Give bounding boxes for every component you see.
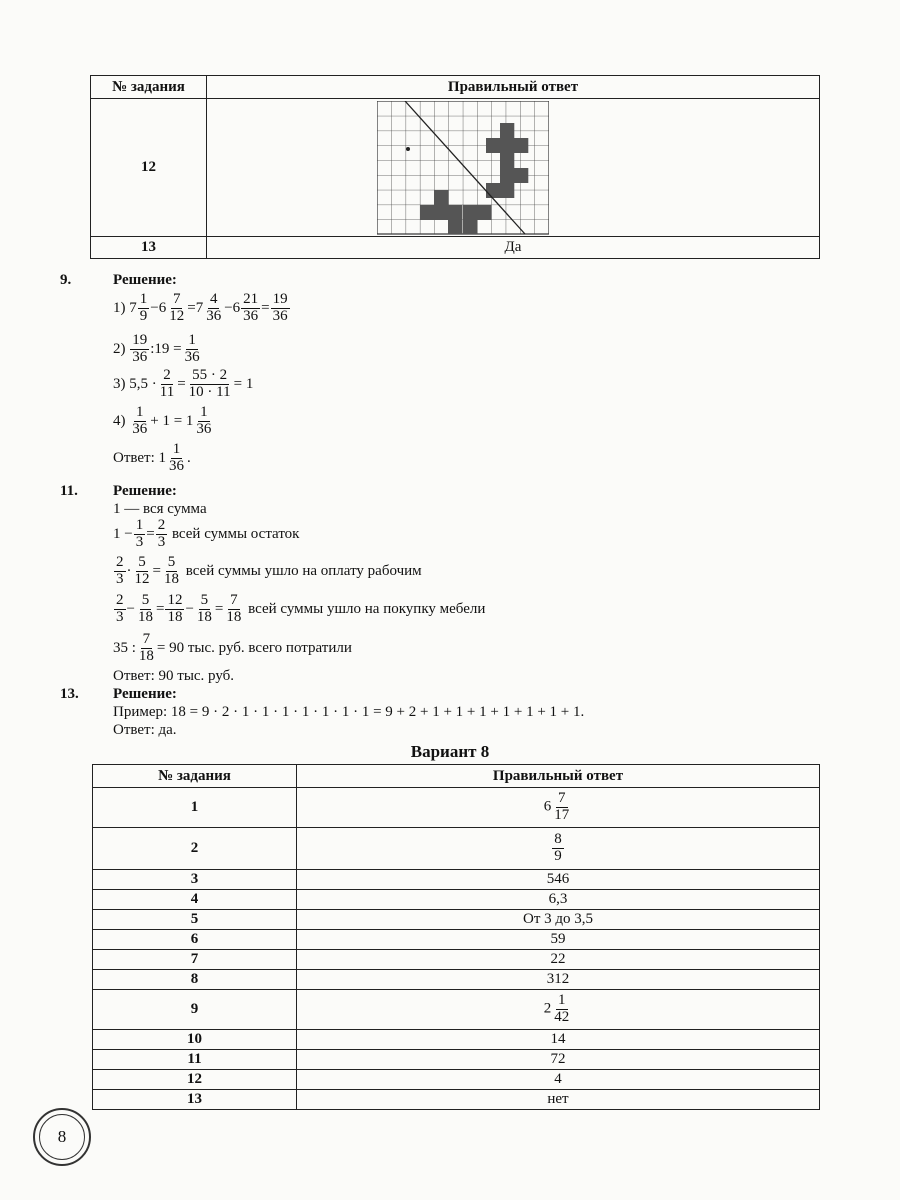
task-number: 7: [93, 950, 297, 970]
task-number: 2: [93, 828, 297, 870]
task-number: 12: [93, 1070, 297, 1090]
task-number: 10: [93, 1030, 297, 1050]
answer-value: 72: [297, 1050, 820, 1070]
top-answer-table: [90, 75, 820, 259]
answer-value: 14: [297, 1030, 820, 1050]
grid-figure: [377, 101, 549, 235]
solution-9-step-1: 1) 7 $\frac{1}{9}$ − 6 $\frac{7}{12}$ = 7 $\frac{4}{36}$ − 6 $\frac{21}{36}$ = $\frac{19}{36}$: [113, 291, 288, 324]
task-number: 8: [93, 970, 297, 990]
header-task-number: № задания: [91, 76, 207, 99]
answer-value: От 3 до 3,5: [297, 910, 820, 930]
solution-11-line-4: $\frac{2}{3}$ − $\frac{5}{18}$ = $\frac{12}{18}$ − $\frac{5}{18}$ = $\frac{7}{18}$ всей суммы ушло на покупку мебели: [116, 592, 486, 625]
task-number: 3: [93, 870, 297, 890]
task-number: 13: [91, 237, 207, 259]
variant-answer-table: [92, 764, 820, 1110]
answer-value: 59: [297, 930, 820, 950]
solution-9-label: 9.: [60, 272, 72, 288]
header-task-number: № задания: [93, 765, 297, 788]
task-number: 5: [93, 910, 297, 930]
solution-11-answer: Ответ: 90 тыс. руб.: [113, 668, 235, 684]
task-number: 1: [93, 788, 297, 828]
solution-11-line-5: 35 : $\frac{7}{18}$ = 90 тыс. руб. всего потратили: [113, 631, 352, 664]
answer-value: 546: [297, 870, 820, 890]
header-correct-answer: Правильный ответ: [297, 765, 820, 788]
solution-13-label: 13.: [60, 686, 79, 702]
grid-figure-cell: [207, 99, 820, 237]
solution-11-label: 11.: [60, 483, 78, 499]
answer-value: нет: [297, 1090, 820, 1110]
answer-value: 2 $\frac{1}{42}$: [297, 990, 820, 1030]
solution-11-line-3: $\frac{2}{3}$ · $\frac{5}{12}$ = $\frac{5}{18}$ всей суммы ушло на оплату рабочим: [116, 554, 422, 587]
solution-9-title: Решение:: [113, 272, 177, 288]
task-number: 12: [91, 99, 207, 237]
answer-value: $\frac{8}{9}$: [297, 828, 820, 870]
task-number: 4: [93, 890, 297, 910]
task-number: 9: [93, 990, 297, 1030]
answer-value: 6 $\frac{7}{17}$: [297, 788, 820, 828]
solution-13-example: Пример: 18 = 9 · 2 · 1 · 1 · 1 · 1 · 1 · 1 · 1 = 9 + 2 + 1 + 1 + 1 + 1 + 1 + 1 + 1.: [113, 704, 585, 720]
answer-value: 6,3: [297, 890, 820, 910]
solution-9-step-4: 4) $\frac{1}{36}$ + 1 = 1 $\frac{1}{36}$: [113, 404, 212, 437]
task-number: 13: [93, 1090, 297, 1110]
answer-value: 22: [297, 950, 820, 970]
solution-9-step-3: 3) 5,5 · $\frac{2}{11}$ = $\frac{55 \cdot 2}{10 \cdot 11}$ = 1: [113, 367, 254, 400]
solution-9-step-2: 2) $\frac{19}{36}$ :19 = $\frac{1}{36}$: [113, 332, 200, 365]
solution-11-line-1: 1 — вся сумма: [113, 501, 207, 517]
variant-title: Вариант 8: [410, 742, 490, 761]
answer-value: 4: [297, 1070, 820, 1090]
solution-9-answer: Ответ: 1 $\frac{1}{36}$ .: [113, 441, 191, 474]
solution-13-title: Решение:: [113, 686, 177, 702]
task-number: 6: [93, 930, 297, 950]
solution-13-answer: Ответ: да.: [113, 722, 177, 738]
solution-11-title: Решение:: [113, 483, 177, 499]
header-correct-answer: Правильный ответ: [207, 76, 820, 99]
answer-value: 312: [297, 970, 820, 990]
page-number-badge: [33, 1108, 91, 1166]
page-number: 8: [39, 1114, 85, 1160]
task-number: 11: [93, 1050, 297, 1070]
solution-11-line-2: 1 − $\frac{1}{3}$ = $\frac{2}{3}$ всей суммы остаток: [113, 517, 300, 550]
answer-value: Да: [207, 237, 820, 259]
